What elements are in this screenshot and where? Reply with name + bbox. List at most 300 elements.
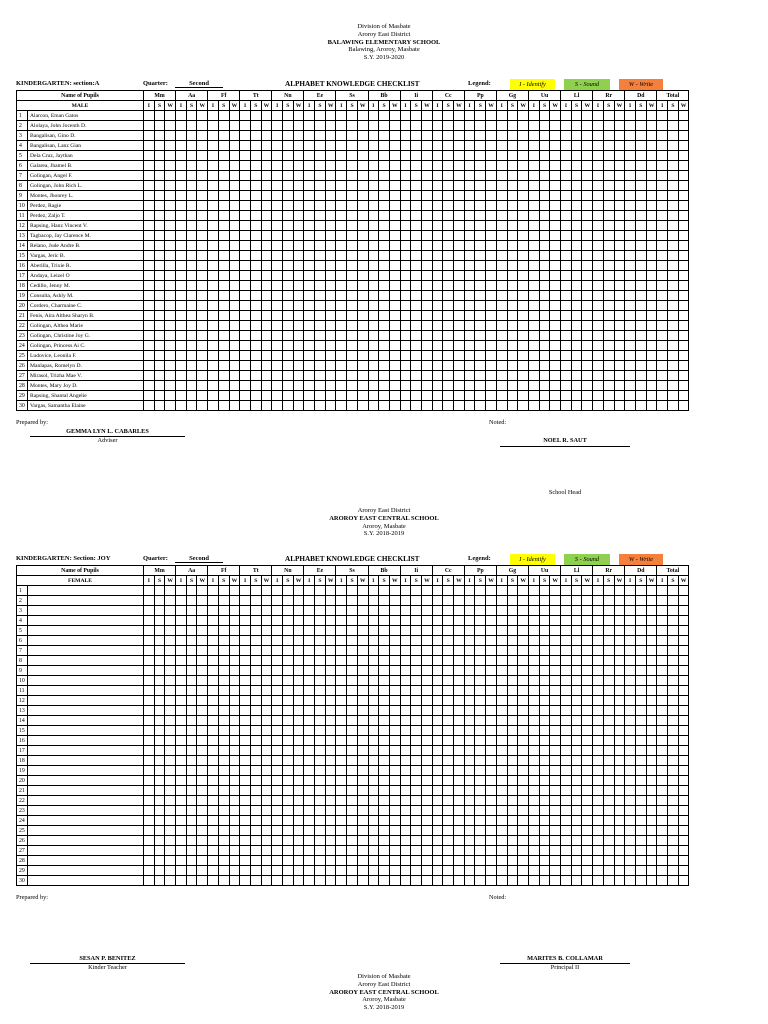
score-cell[interactable] (261, 361, 272, 371)
score-cell[interactable] (496, 746, 507, 756)
score-cell[interactable] (250, 726, 261, 736)
score-cell[interactable] (668, 391, 679, 401)
score-cell[interactable] (411, 626, 422, 636)
score-cell[interactable] (304, 111, 315, 121)
score-cell[interactable] (422, 766, 433, 776)
score-cell[interactable] (347, 351, 358, 361)
score-cell[interactable] (561, 606, 572, 616)
score-cell[interactable] (368, 826, 379, 836)
score-cell[interactable] (272, 726, 283, 736)
score-cell[interactable] (528, 636, 539, 646)
score-cell[interactable] (250, 201, 261, 211)
score-cell[interactable] (176, 696, 187, 706)
score-cell[interactable] (293, 686, 304, 696)
score-cell[interactable] (368, 321, 379, 331)
score-cell[interactable] (186, 111, 197, 121)
score-cell[interactable] (389, 656, 400, 666)
score-cell[interactable] (229, 846, 240, 856)
score-cell[interactable] (176, 231, 187, 241)
score-cell[interactable] (443, 816, 454, 826)
score-cell[interactable] (389, 666, 400, 676)
score-cell[interactable] (165, 876, 176, 886)
score-cell[interactable] (561, 876, 572, 886)
score-cell[interactable] (518, 586, 529, 596)
score-cell[interactable] (603, 676, 614, 686)
score-cell[interactable] (614, 291, 625, 301)
score-cell[interactable] (165, 656, 176, 666)
score-cell[interactable] (165, 361, 176, 371)
score-cell[interactable] (422, 311, 433, 321)
score-cell[interactable] (657, 806, 668, 816)
score-cell[interactable] (507, 331, 518, 341)
score-cell[interactable] (550, 786, 561, 796)
score-cell[interactable] (507, 806, 518, 816)
score-cell[interactable] (240, 381, 251, 391)
score-cell[interactable] (240, 746, 251, 756)
score-cell[interactable] (218, 261, 229, 271)
score-cell[interactable] (325, 776, 336, 786)
score-cell[interactable] (625, 381, 636, 391)
score-cell[interactable] (304, 746, 315, 756)
score-cell[interactable] (443, 351, 454, 361)
score-cell[interactable] (603, 271, 614, 281)
score-cell[interactable] (293, 696, 304, 706)
score-cell[interactable] (496, 301, 507, 311)
score-cell[interactable] (197, 231, 208, 241)
score-cell[interactable] (443, 161, 454, 171)
score-cell[interactable] (582, 596, 593, 606)
score-cell[interactable] (668, 301, 679, 311)
score-cell[interactable] (475, 231, 486, 241)
score-cell[interactable] (229, 261, 240, 271)
score-cell[interactable] (261, 381, 272, 391)
score-cell[interactable] (422, 806, 433, 816)
score-cell[interactable] (347, 646, 358, 656)
score-cell[interactable] (165, 321, 176, 331)
score-cell[interactable] (507, 181, 518, 191)
score-cell[interactable] (561, 241, 572, 251)
score-cell[interactable] (240, 331, 251, 341)
score-cell[interactable] (165, 786, 176, 796)
score-cell[interactable] (454, 131, 465, 141)
score-cell[interactable] (197, 321, 208, 331)
score-cell[interactable] (165, 311, 176, 321)
score-cell[interactable] (250, 826, 261, 836)
score-cell[interactable] (186, 746, 197, 756)
score-cell[interactable] (635, 311, 646, 321)
score-cell[interactable] (357, 111, 368, 121)
score-cell[interactable] (646, 816, 657, 826)
score-cell[interactable] (454, 321, 465, 331)
score-cell[interactable] (561, 776, 572, 786)
score-cell[interactable] (154, 756, 165, 766)
score-cell[interactable] (507, 141, 518, 151)
score-cell[interactable] (357, 856, 368, 866)
score-cell[interactable] (539, 321, 550, 331)
score-cell[interactable] (603, 736, 614, 746)
score-cell[interactable] (304, 391, 315, 401)
score-cell[interactable] (635, 746, 646, 756)
score-cell[interactable] (528, 786, 539, 796)
score-cell[interactable] (550, 686, 561, 696)
score-cell[interactable] (561, 111, 572, 121)
score-cell[interactable] (411, 706, 422, 716)
score-cell[interactable] (593, 301, 604, 311)
score-cell[interactable] (240, 716, 251, 726)
score-cell[interactable] (347, 181, 358, 191)
score-cell[interactable] (422, 271, 433, 281)
score-cell[interactable] (208, 251, 219, 261)
score-cell[interactable] (475, 796, 486, 806)
score-cell[interactable] (550, 181, 561, 191)
score-cell[interactable] (389, 646, 400, 656)
score-cell[interactable] (283, 141, 294, 151)
score-cell[interactable] (240, 796, 251, 806)
score-cell[interactable] (635, 291, 646, 301)
score-cell[interactable] (432, 251, 443, 261)
score-cell[interactable] (315, 726, 326, 736)
score-cell[interactable] (315, 231, 326, 241)
score-cell[interactable] (603, 636, 614, 646)
score-cell[interactable] (389, 111, 400, 121)
score-cell[interactable] (389, 381, 400, 391)
score-cell[interactable] (678, 311, 689, 321)
score-cell[interactable] (614, 686, 625, 696)
score-cell[interactable] (507, 746, 518, 756)
score-cell[interactable] (464, 636, 475, 646)
score-cell[interactable] (315, 676, 326, 686)
score-cell[interactable] (464, 846, 475, 856)
score-cell[interactable] (272, 151, 283, 161)
score-cell[interactable] (646, 876, 657, 886)
score-cell[interactable] (304, 656, 315, 666)
score-cell[interactable] (603, 311, 614, 321)
score-cell[interactable] (678, 626, 689, 636)
score-cell[interactable] (197, 836, 208, 846)
score-cell[interactable] (154, 686, 165, 696)
score-cell[interactable] (229, 361, 240, 371)
score-cell[interactable] (208, 696, 219, 706)
score-cell[interactable] (550, 151, 561, 161)
score-cell[interactable] (176, 351, 187, 361)
score-cell[interactable] (144, 706, 155, 716)
score-cell[interactable] (250, 596, 261, 606)
score-cell[interactable] (197, 201, 208, 211)
score-cell[interactable] (668, 141, 679, 151)
score-cell[interactable] (347, 131, 358, 141)
score-cell[interactable] (496, 586, 507, 596)
score-cell[interactable] (646, 766, 657, 776)
score-cell[interactable] (389, 301, 400, 311)
score-cell[interactable] (379, 856, 390, 866)
score-cell[interactable] (357, 736, 368, 746)
score-cell[interactable] (657, 776, 668, 786)
score-cell[interactable] (593, 391, 604, 401)
score-cell[interactable] (293, 171, 304, 181)
score-cell[interactable] (336, 221, 347, 231)
score-cell[interactable] (625, 121, 636, 131)
score-cell[interactable] (507, 361, 518, 371)
score-cell[interactable] (379, 756, 390, 766)
score-cell[interactable] (208, 776, 219, 786)
score-cell[interactable] (218, 321, 229, 331)
score-cell[interactable] (400, 241, 411, 251)
score-cell[interactable] (571, 231, 582, 241)
score-cell[interactable] (154, 391, 165, 401)
score-cell[interactable] (518, 826, 529, 836)
score-cell[interactable] (625, 776, 636, 786)
score-cell[interactable] (571, 666, 582, 676)
score-cell[interactable] (603, 251, 614, 261)
score-cell[interactable] (154, 786, 165, 796)
score-cell[interactable] (646, 736, 657, 746)
score-cell[interactable] (496, 606, 507, 616)
score-cell[interactable] (293, 586, 304, 596)
score-cell[interactable] (272, 201, 283, 211)
score-cell[interactable] (432, 656, 443, 666)
score-cell[interactable] (496, 656, 507, 666)
score-cell[interactable] (250, 381, 261, 391)
score-cell[interactable] (176, 361, 187, 371)
score-cell[interactable] (229, 776, 240, 786)
score-cell[interactable] (678, 221, 689, 231)
score-cell[interactable] (261, 231, 272, 241)
score-cell[interactable] (293, 251, 304, 261)
score-cell[interactable] (176, 656, 187, 666)
score-cell[interactable] (336, 806, 347, 816)
score-cell[interactable] (165, 381, 176, 391)
score-cell[interactable] (176, 151, 187, 161)
score-cell[interactable] (571, 171, 582, 181)
score-cell[interactable] (507, 646, 518, 656)
score-cell[interactable] (218, 291, 229, 301)
score-cell[interactable] (432, 371, 443, 381)
score-cell[interactable] (357, 381, 368, 391)
score-cell[interactable] (464, 806, 475, 816)
score-cell[interactable] (571, 796, 582, 806)
score-cell[interactable] (261, 331, 272, 341)
score-cell[interactable] (368, 846, 379, 856)
score-cell[interactable] (486, 161, 497, 171)
score-cell[interactable] (507, 281, 518, 291)
score-cell[interactable] (368, 766, 379, 776)
score-cell[interactable] (144, 321, 155, 331)
score-cell[interactable] (176, 241, 187, 251)
score-cell[interactable] (443, 806, 454, 816)
score-cell[interactable] (368, 666, 379, 676)
score-cell[interactable] (496, 151, 507, 161)
score-cell[interactable] (668, 381, 679, 391)
score-cell[interactable] (614, 121, 625, 131)
score-cell[interactable] (518, 646, 529, 656)
score-cell[interactable] (218, 846, 229, 856)
score-cell[interactable] (561, 756, 572, 766)
score-cell[interactable] (614, 836, 625, 846)
score-cell[interactable] (240, 696, 251, 706)
score-cell[interactable] (496, 716, 507, 726)
score-cell[interactable] (176, 291, 187, 301)
score-cell[interactable] (646, 181, 657, 191)
score-cell[interactable] (657, 251, 668, 261)
score-cell[interactable] (582, 171, 593, 181)
score-cell[interactable] (400, 211, 411, 221)
score-cell[interactable] (165, 756, 176, 766)
score-cell[interactable] (229, 826, 240, 836)
score-cell[interactable] (144, 291, 155, 301)
score-cell[interactable] (593, 846, 604, 856)
score-cell[interactable] (454, 221, 465, 231)
score-cell[interactable] (293, 241, 304, 251)
score-cell[interactable] (582, 586, 593, 596)
score-cell[interactable] (261, 111, 272, 121)
score-cell[interactable] (197, 151, 208, 161)
score-cell[interactable] (379, 806, 390, 816)
score-cell[interactable] (507, 241, 518, 251)
score-cell[interactable] (272, 876, 283, 886)
score-cell[interactable] (464, 876, 475, 886)
score-cell[interactable] (336, 736, 347, 746)
score-cell[interactable] (475, 211, 486, 221)
score-cell[interactable] (218, 351, 229, 361)
score-cell[interactable] (496, 646, 507, 656)
score-cell[interactable] (668, 371, 679, 381)
score-cell[interactable] (240, 866, 251, 876)
score-cell[interactable] (507, 856, 518, 866)
score-cell[interactable] (443, 331, 454, 341)
score-cell[interactable] (668, 636, 679, 646)
score-cell[interactable] (315, 251, 326, 261)
score-cell[interactable] (443, 796, 454, 806)
score-cell[interactable] (197, 776, 208, 786)
score-cell[interactable] (625, 401, 636, 411)
score-cell[interactable] (165, 341, 176, 351)
score-cell[interactable] (400, 261, 411, 271)
score-cell[interactable] (229, 281, 240, 291)
score-cell[interactable] (357, 141, 368, 151)
score-cell[interactable] (154, 401, 165, 411)
score-cell[interactable] (315, 391, 326, 401)
score-cell[interactable] (646, 281, 657, 291)
score-cell[interactable] (678, 161, 689, 171)
score-cell[interactable] (614, 656, 625, 666)
score-cell[interactable] (678, 776, 689, 786)
score-cell[interactable] (496, 391, 507, 401)
score-cell[interactable] (154, 191, 165, 201)
score-cell[interactable] (240, 736, 251, 746)
score-cell[interactable] (325, 706, 336, 716)
score-cell[interactable] (422, 716, 433, 726)
score-cell[interactable] (496, 696, 507, 706)
score-cell[interactable] (593, 191, 604, 201)
score-cell[interactable] (208, 131, 219, 141)
score-cell[interactable] (218, 866, 229, 876)
score-cell[interactable] (411, 696, 422, 706)
score-cell[interactable] (593, 341, 604, 351)
score-cell[interactable] (486, 596, 497, 606)
score-cell[interactable] (368, 341, 379, 351)
score-cell[interactable] (325, 856, 336, 866)
score-cell[interactable] (528, 371, 539, 381)
score-cell[interactable] (165, 856, 176, 866)
score-cell[interactable] (165, 796, 176, 806)
score-cell[interactable] (635, 141, 646, 151)
score-cell[interactable] (186, 151, 197, 161)
score-cell[interactable] (443, 616, 454, 626)
score-cell[interactable] (357, 586, 368, 596)
score-cell[interactable] (325, 616, 336, 626)
score-cell[interactable] (657, 171, 668, 181)
score-cell[interactable] (336, 676, 347, 686)
score-cell[interactable] (261, 816, 272, 826)
score-cell[interactable] (582, 111, 593, 121)
score-cell[interactable] (614, 331, 625, 341)
score-cell[interactable] (197, 796, 208, 806)
score-cell[interactable] (218, 391, 229, 401)
score-cell[interactable] (229, 656, 240, 666)
score-cell[interactable] (678, 351, 689, 361)
score-cell[interactable] (176, 201, 187, 211)
score-cell[interactable] (443, 686, 454, 696)
score-cell[interactable] (571, 371, 582, 381)
score-cell[interactable] (315, 211, 326, 221)
score-cell[interactable] (561, 866, 572, 876)
score-cell[interactable] (379, 341, 390, 351)
score-cell[interactable] (454, 846, 465, 856)
score-cell[interactable] (218, 191, 229, 201)
score-cell[interactable] (432, 746, 443, 756)
score-cell[interactable] (272, 626, 283, 636)
score-cell[interactable] (603, 161, 614, 171)
score-cell[interactable] (646, 121, 657, 131)
score-cell[interactable] (144, 221, 155, 231)
score-cell[interactable] (603, 766, 614, 776)
score-cell[interactable] (293, 716, 304, 726)
score-cell[interactable] (625, 636, 636, 646)
score-cell[interactable] (304, 836, 315, 846)
score-cell[interactable] (304, 371, 315, 381)
score-cell[interactable] (486, 866, 497, 876)
score-cell[interactable] (261, 646, 272, 656)
score-cell[interactable] (411, 596, 422, 606)
score-cell[interactable] (486, 836, 497, 846)
score-cell[interactable] (261, 291, 272, 301)
score-cell[interactable] (272, 381, 283, 391)
score-cell[interactable] (486, 241, 497, 251)
score-cell[interactable] (678, 251, 689, 261)
score-cell[interactable] (283, 371, 294, 381)
score-cell[interactable] (304, 606, 315, 616)
score-cell[interactable] (325, 736, 336, 746)
score-cell[interactable] (561, 686, 572, 696)
score-cell[interactable] (283, 251, 294, 261)
score-cell[interactable] (347, 836, 358, 846)
score-cell[interactable] (475, 201, 486, 211)
score-cell[interactable] (240, 606, 251, 616)
score-cell[interactable] (582, 261, 593, 271)
score-cell[interactable] (389, 696, 400, 706)
score-cell[interactable] (625, 646, 636, 656)
score-cell[interactable] (165, 221, 176, 231)
score-cell[interactable] (518, 221, 529, 231)
score-cell[interactable] (357, 231, 368, 241)
score-cell[interactable] (379, 706, 390, 716)
score-cell[interactable] (315, 311, 326, 321)
score-cell[interactable] (496, 211, 507, 221)
score-cell[interactable] (539, 241, 550, 251)
score-cell[interactable] (208, 706, 219, 716)
score-cell[interactable] (261, 151, 272, 161)
score-cell[interactable] (368, 606, 379, 616)
